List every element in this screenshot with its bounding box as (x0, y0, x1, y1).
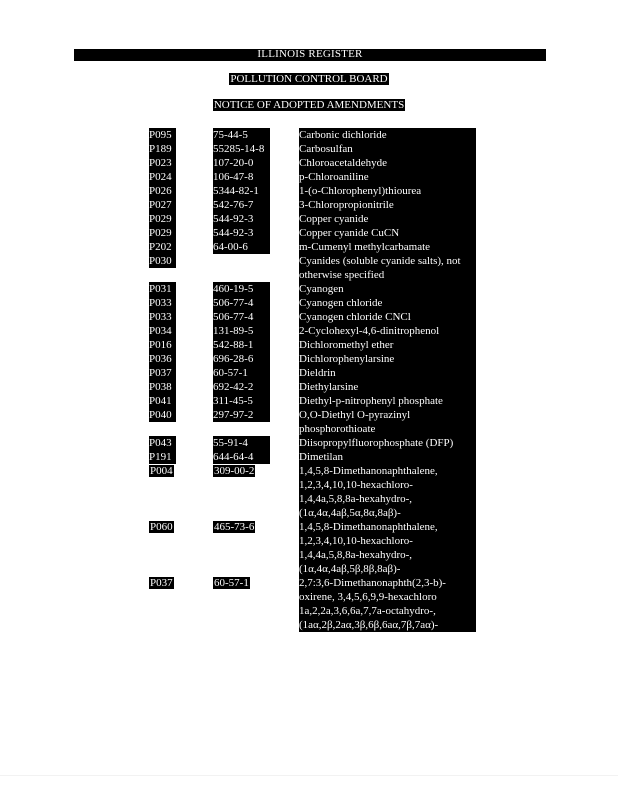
substance-name-line: 1-(o-Chlorophenyl)thiourea (299, 185, 422, 197)
cas-number: 309-00-2 (214, 465, 255, 477)
waste-code: P034 (149, 324, 176, 338)
table-row (0, 436, 618, 450)
waste-code: P029 (149, 212, 176, 226)
cas-number: 55-91-4 (213, 436, 270, 450)
table-row (0, 366, 618, 380)
substance-name-line: Chloroacetaldehyde (299, 157, 387, 169)
substance-name-line: Carbonic dichloride (299, 129, 387, 141)
waste-code: P030 (149, 254, 176, 268)
substance-name (299, 226, 476, 240)
cas-number: 55285-14-8 (213, 142, 270, 156)
cas-number: 544-92-3 (213, 226, 270, 240)
cas-number: 460-19-5 (213, 282, 270, 296)
table-row (0, 394, 618, 408)
substance-name (299, 198, 476, 212)
waste-code: P038 (149, 380, 176, 394)
substance-name (299, 408, 476, 436)
waste-code: P037 (149, 366, 176, 380)
table-row (0, 296, 618, 310)
table-row (0, 212, 618, 226)
substance-name (299, 212, 476, 226)
waste-code: P033 (149, 310, 176, 324)
waste-code: P024 (149, 170, 176, 184)
substance-name-line: (1α,4α,4aβ,5β,8β,8aβ)- (299, 562, 476, 576)
notice-title-text: NOTICE OF ADOPTED AMENDMENTS (213, 99, 405, 111)
cas-number: 107-20-0 (213, 156, 270, 170)
waste-code: P060 (150, 521, 173, 533)
substance-name-line: 1,4,5,8-Dimethanonaphthalene, (299, 464, 476, 478)
cas-number: 506-77-4 (213, 296, 270, 310)
cas-number: 692-42-2 (213, 380, 270, 394)
cas-number: 544-92-3 (213, 212, 270, 226)
substance-name (299, 380, 476, 394)
substance-name-line: oxirene, 3,4,5,6,9,9-hexachloro (299, 590, 476, 604)
table-row (0, 450, 618, 464)
substance-name (299, 310, 476, 324)
table-row (0, 254, 618, 282)
cas-number: 542-76-7 (213, 198, 270, 212)
cas-number: 64-00-6 (213, 240, 270, 254)
cas-number: 465-73-6 (214, 521, 255, 533)
substance-name (299, 296, 476, 310)
cas-number: 106-47-8 (213, 170, 270, 184)
table-row (0, 226, 618, 240)
waste-code: P016 (149, 338, 176, 352)
substance-name (299, 436, 476, 450)
substance-name-line: Copper cyanide CuCN (299, 227, 400, 239)
substance-name-line: Cyanogen chloride (299, 297, 383, 309)
substance-name (299, 184, 476, 198)
cas-number: 506-77-4 (213, 310, 270, 324)
waste-code: P023 (149, 156, 176, 170)
substance-name (299, 254, 476, 282)
substance-name-line: 1,4,5,8-Dimethanonaphthalene, (299, 520, 476, 534)
cas-number: 297-97-2 (213, 408, 270, 422)
register-header: ILLINOIS REGISTER (74, 49, 546, 60)
substance-name (299, 324, 476, 338)
waste-code: P202 (149, 240, 176, 254)
substance-name-line: p-Chloroaniline (299, 171, 369, 183)
table-row (0, 310, 618, 324)
substance-name-line: Cyanogen chloride CNCl (299, 311, 411, 323)
waste-code: P043 (149, 436, 176, 450)
table-row (0, 156, 618, 170)
substance-name-line: Copper cyanide (299, 213, 369, 225)
cas-number: 311-45-5 (213, 394, 270, 408)
table-row (0, 184, 618, 198)
cas-number: 131-89-5 (213, 324, 270, 338)
table-row (0, 324, 618, 338)
cas-number: 5344-82-1 (213, 184, 270, 198)
waste-code: P036 (149, 352, 176, 366)
waste-code: P040 (149, 408, 176, 422)
waste-code: P095 (149, 128, 176, 142)
substance-name-line: 1a,2,2a,3,6,6a,7,7a-octahydro-, (299, 604, 476, 618)
table-row (0, 520, 618, 576)
table-row (0, 198, 618, 212)
table-row (0, 576, 618, 632)
substance-name-line: Dichloromethyl ether (299, 339, 394, 351)
table-row (0, 128, 618, 142)
substance-name (299, 394, 476, 408)
substance-name-line: 1,4,4a,5,8,8a-hexahydro-, (299, 492, 476, 506)
substance-name-line: phosphorothioate (299, 423, 376, 435)
table-row (0, 408, 618, 436)
cas-number: 696-28-6 (213, 352, 270, 366)
substance-name-line: m-Cumenyl methylcarbamate (299, 241, 431, 253)
cas-number: 60-57-1 (214, 577, 249, 589)
substance-name (299, 576, 476, 632)
waste-code: P026 (149, 184, 176, 198)
substance-name (299, 450, 476, 464)
substance-name (299, 520, 476, 576)
substance-name-line: 3-Chloropropionitrile (299, 199, 394, 211)
cas-number: 60-57-1 (213, 366, 270, 380)
board-name-text: POLLUTION CONTROL BOARD (230, 73, 388, 85)
substance-name-line: O,O-Diethyl O-pyrazinyl (299, 409, 411, 421)
substance-name-line: Cyanogen (299, 283, 344, 295)
board-name (0, 74, 618, 85)
substance-name (299, 282, 476, 296)
waste-code: P037 (150, 577, 173, 589)
table-row (0, 282, 618, 296)
waste-code: P004 (150, 465, 173, 477)
waste-code: P189 (149, 142, 176, 156)
substance-name (299, 338, 476, 352)
cas-number: 75-44-5 (213, 128, 270, 142)
substance-name-line: otherwise specified (299, 269, 385, 281)
substance-name-line: (1α,4α,4aβ,5α,8α,8aβ)- (299, 506, 476, 520)
substance-name-line: Dimetilan (299, 451, 343, 463)
substance-name-line: Diethylarsine (299, 381, 359, 393)
header-rule (74, 60, 546, 61)
table-row (0, 170, 618, 184)
substance-name-line: 1,4,4a,5,8,8a-hexahydro-, (299, 548, 476, 562)
substance-name-line: 1,2,3,4,10,10-hexachloro- (299, 534, 476, 548)
substance-name (299, 366, 476, 380)
substance-name (299, 170, 476, 184)
waste-code: P029 (149, 226, 176, 240)
table-row (0, 240, 618, 254)
waste-code: P031 (149, 282, 176, 296)
cas-number: 542-88-1 (213, 338, 270, 352)
notice-title (0, 100, 618, 111)
cas-number: 644-64-4 (213, 450, 270, 464)
substance-name-line: Dichlorophenylarsine (299, 353, 395, 365)
table-row (0, 338, 618, 352)
substance-name-line: Carbosulfan (299, 143, 353, 155)
table-row (0, 352, 618, 366)
waste-code: P027 (149, 198, 176, 212)
table-row (0, 142, 618, 156)
substance-name-line: (1aα,2β,2aα,3β,6β,6aα,7β,7aα)- (299, 618, 476, 632)
page-bottom-edge (0, 775, 618, 776)
waste-code: P041 (149, 394, 176, 408)
substance-name (299, 142, 476, 156)
substance-name (299, 240, 476, 254)
substance-name (299, 128, 476, 142)
substance-name-line: Dieldrin (299, 367, 336, 379)
substance-name-line: 1,2,3,4,10,10-hexachloro- (299, 478, 476, 492)
substance-name (299, 464, 476, 520)
table-row (0, 380, 618, 394)
substance-name-line: Cyanides (soluble cyanide salts), not (299, 255, 461, 267)
substance-name (299, 156, 476, 170)
table-row (0, 464, 618, 520)
substance-name-line: Diethyl-p-nitrophenyl phosphate (299, 395, 443, 407)
waste-code: P191 (149, 450, 176, 464)
substance-name-line: Diisopropylfluorophosphate (DFP) (299, 437, 454, 449)
substance-name-line: 2-Cyclohexyl-4,6-dinitrophenol (299, 325, 440, 337)
waste-code: P033 (149, 296, 176, 310)
substance-name-line: 2,7:3,6-Dimethanonaphth(2,3-b)- (299, 576, 476, 590)
substance-name (299, 352, 476, 366)
waste-code-table (0, 128, 618, 632)
